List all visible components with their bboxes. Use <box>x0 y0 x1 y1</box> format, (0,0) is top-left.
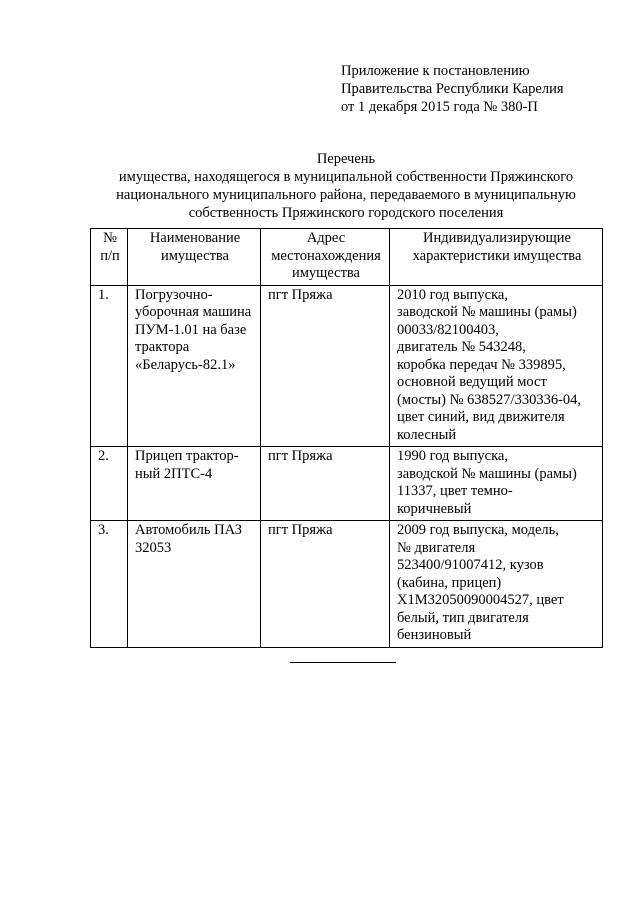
row-name: Прицеп трактор- ный 2ПТС-4 <box>128 447 261 521</box>
header-name: Наименование имущества <box>128 229 261 286</box>
header-address: Адрес местонахождения имущества <box>261 229 390 286</box>
table-row <box>91 285 603 447</box>
appendix-line-1: Приложение к постановлению <box>341 63 530 79</box>
header-number: № п/п <box>91 229 128 286</box>
row-address: пгт Пряжа <box>261 285 390 447</box>
row-number: 2. <box>91 447 128 521</box>
row-address: пгт Пряжа <box>261 447 390 521</box>
appendix-line-3: от 1 декабря 2015 года № 380-П <box>341 99 538 115</box>
title-line-3: собственность Пряжинского городского поселения <box>188 205 504 221</box>
end-divider <box>290 662 396 663</box>
row-details: 2010 год выпуска, заводской № машины (рамы) 00033/82100403, двигатель № 543248, коробка передач № 339895, основной ведущий мост (мосты) № 638527/330336-04, цвет синий, вид движителя колесный <box>390 285 603 447</box>
row-address: пгт Пряжа <box>261 521 390 648</box>
title-line-2: национального муниципального района, передаваемого в муниципальную <box>116 187 576 203</box>
appendix-block <box>341 62 564 116</box>
table-row <box>91 447 603 521</box>
row-details: 2009 год выпуска, модель, № двигателя 523400/91007412, кузов (кабина, прицеп) X1M32050090004527, цвет белый, тип двигателя бензиновый <box>390 521 603 648</box>
row-name: Автомобиль ПАЗ 32053 <box>128 521 261 648</box>
table-header-row <box>91 229 603 286</box>
row-number: 3. <box>91 521 128 648</box>
property-table <box>90 228 603 648</box>
row-name: Погрузочно- уборочная машина ПУМ-1.01 на базе трактора «Беларусь-82.1» <box>128 285 261 447</box>
header-details: Индивидуализирующие характеристики имущества <box>390 229 603 286</box>
row-details: 1990 год выпуска, заводской № машины (рамы) 11337, цвет темно- коричневый <box>390 447 603 521</box>
title-line-1: имущества, находящегося в муниципальной собственности Пряжинского <box>118 169 574 185</box>
row-number: 1. <box>91 285 128 447</box>
appendix-line-2: Правительства Республики Карелия <box>341 81 564 97</box>
table-row <box>91 521 603 648</box>
title-heading: Перечень <box>316 151 376 167</box>
document-title <box>90 150 602 222</box>
